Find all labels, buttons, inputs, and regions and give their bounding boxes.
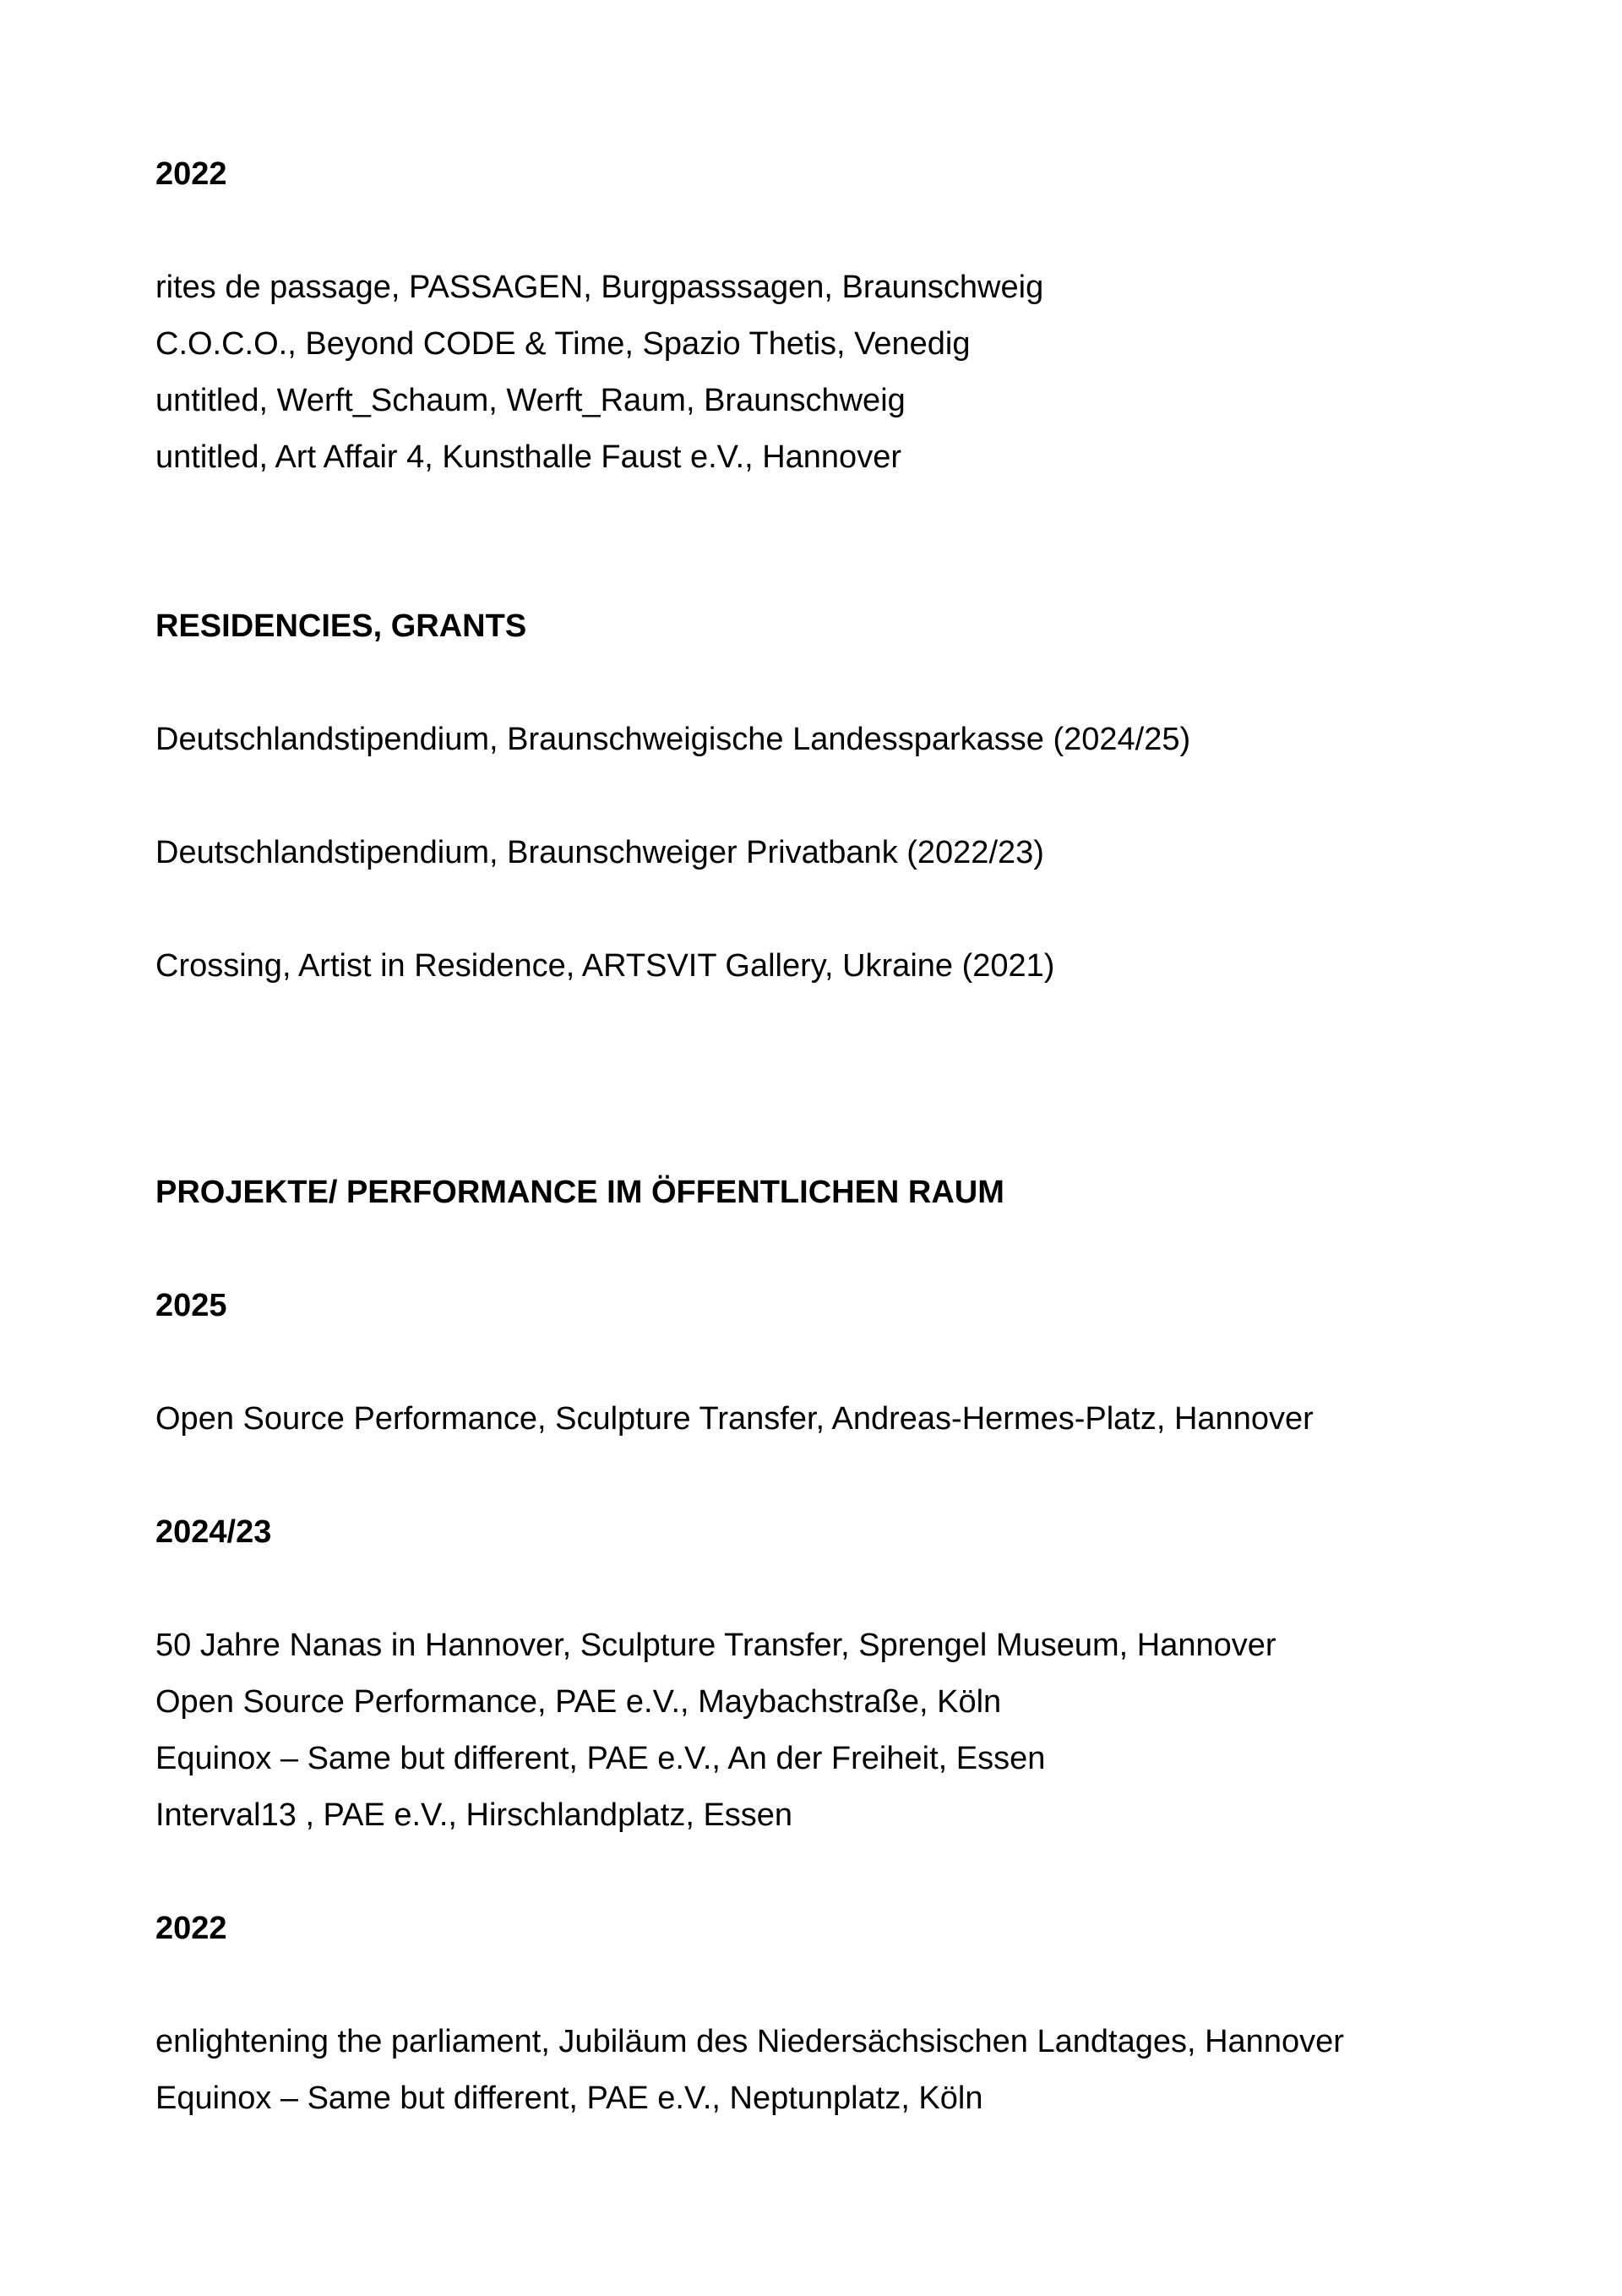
list-item: Open Source Performance, Sculpture Transfer, Andreas-Hermes-Platz, Hannover: [155, 1401, 1314, 1437]
list-item: Deutschlandstipendium, Braunschweigische Landessparkasse (2024/25): [155, 722, 1191, 757]
year-heading-2022: 2022: [155, 1911, 227, 1946]
list-item: Equinox – Same but different, PAE e.V., Neptunplatz, Köln: [155, 2081, 983, 2116]
list-item: Deutschlandstipendium, Braunschweiger Privatbank (2022/23): [155, 835, 1044, 870]
list-item: untitled, Art Affair 4, Kunsthalle Faust e.V., Hannover: [155, 439, 901, 475]
list-item: rites de passage, PASSAGEN, Burgpasssagen, Braunschweig: [155, 270, 1044, 305]
section-heading-projects: PROJEKTE/ PERFORMANCE IM ÖFFENTLICHEN RAUM: [155, 1175, 1004, 1210]
year-heading-2025: 2025: [155, 1288, 227, 1323]
list-item: Equinox – Same but different, PAE e.V., An der Freiheit, Essen: [155, 1741, 1046, 1776]
document-page: [155, 0, 1507, 2296]
list-item: 50 Jahre Nanas in Hannover, Sculpture Transfer, Sprengel Museum, Hannover: [155, 1628, 1276, 1663]
list-item: Crossing, Artist in Residence, ARTSVIT Gallery, Ukraine (2021): [155, 948, 1055, 984]
year-heading-2024-23: 2024/23: [155, 1514, 272, 1550]
list-item: Interval13 , PAE e.V., Hirschlandplatz, Essen: [155, 1797, 793, 1833]
list-item: untitled, Werft_Schaum, Werft_Raum, Braunschweig: [155, 383, 906, 418]
list-item: Open Source Performance, PAE e.V., Maybachstraße, Köln: [155, 1684, 1002, 1720]
list-item: enlightening the parliament, Jubiläum des Niedersächsischen Landtages, Hannover: [155, 2024, 1344, 2059]
list-item: C.O.C.O., Beyond CODE & Time, Spazio Thetis, Venedig: [155, 326, 971, 362]
section-heading-residencies: RESIDENCIES, GRANTS: [155, 608, 527, 644]
year-heading-2022-top: 2022: [155, 156, 227, 192]
